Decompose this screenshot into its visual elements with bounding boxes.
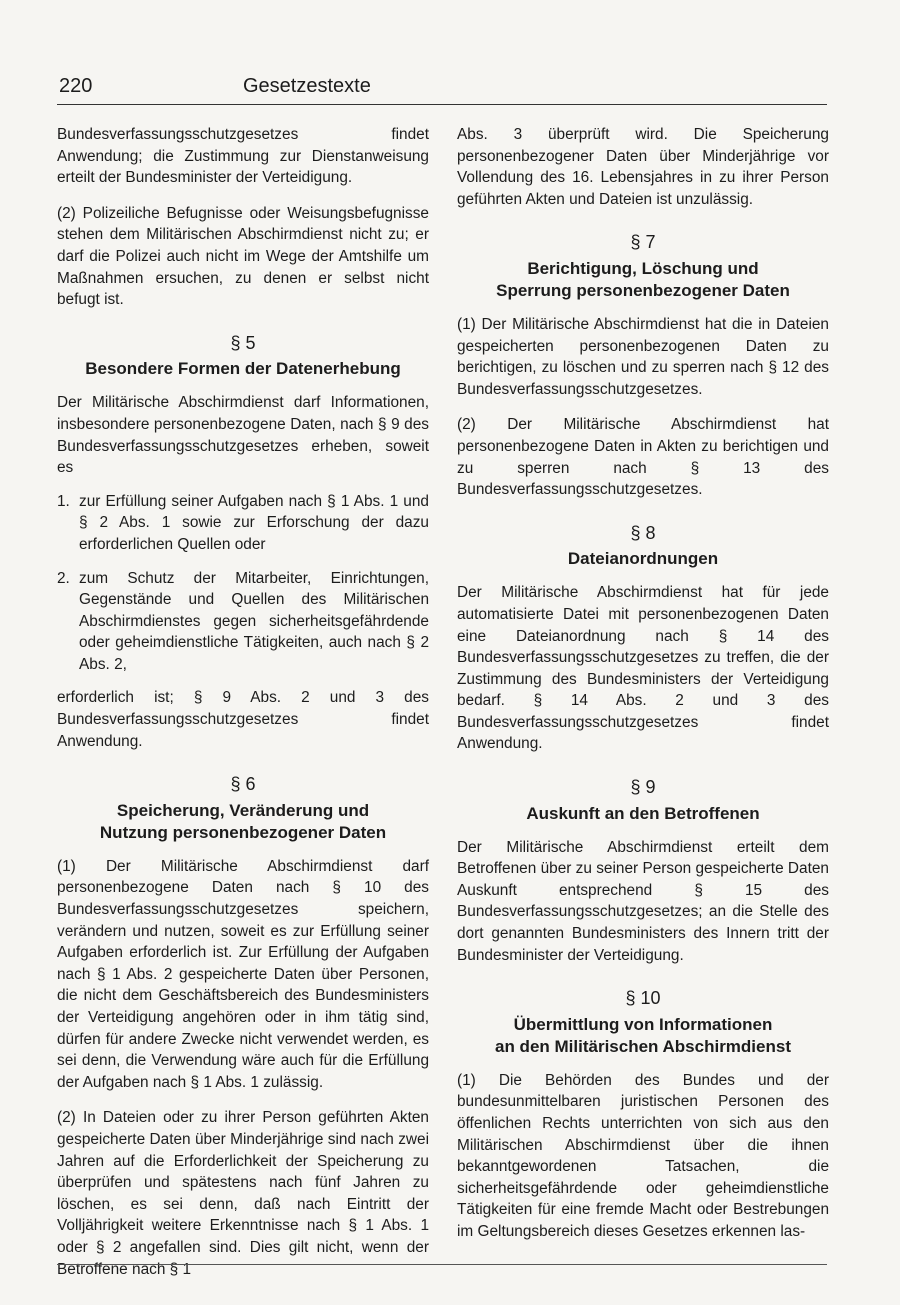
section-10-paragraph: (1) Die Behörden des Bundes und der bundesunmittelbaren juristischen Personen des öffenlichen Rechts unterrichten von sich aus den Militärischen Abschirmdienst über die ihnen bekanntgewordenen Tatsachen, die sicherheitsgefährdende oder geheimdienstliche Tätigkeiten für eine fremde Macht oder Bestrebungen im Geltungsbereich dieses Gesetzes erkennen las-	[457, 1071, 829, 1240]
section-8-title: Dateianordnungen	[567, 549, 719, 569]
section-10-title-line1: Übermittlung von Informationen	[513, 1014, 773, 1034]
section-7-paragraph-1: (1) Der Militärische Abschirmdienst hat die in Dateien gespeicherten personenbezogenen Daten zu berichtigen, zu löschen und zu sperren nach § 12 des Bundesverfassungsschutzgesetzes.	[457, 315, 829, 398]
list-item	[57, 568, 429, 676]
left-column	[57, 124, 429, 1294]
section-7-title-line2: Sperrung personenbezogener Daten	[496, 280, 790, 300]
section-6-title	[57, 800, 429, 844]
section-6-number: § 6	[230, 774, 256, 795]
section-7-paragraph-2: (2) Der Militärische Abschirmdienst hat personenbezogene Daten in Akten zu berichtigen und zu sperren nach § 13 des Bundesverfassungsschutzgesetzes.	[457, 416, 829, 499]
section-5-number: § 5	[230, 332, 256, 353]
section-7-title	[457, 258, 829, 302]
list-item-text: zum Schutz der Mitarbeiter, Einrichtungen, Gegenstände und Quellen des Militärischen Abschirmdienstes gegen sicherheitsgefährdende oder geheimdienstliche Tätigkeiten, auch nach § 2 Abs. 2,	[79, 569, 429, 673]
section-9-title: Auskunft an den Betroffenen	[526, 803, 760, 823]
section-10-number: § 10	[625, 988, 661, 1009]
running-title: Gesetzestexte	[243, 75, 371, 97]
list-item	[57, 491, 429, 556]
section-5-paragraph: Der Militärische Abschirmdienst darf Informationen, insbesondere personenbezogene Daten, nach § 9 des Bundesverfassungsschutzgesetzes erheben, soweit es	[57, 394, 429, 477]
paragraph-intro: Bundesverfassungsschutzgesetzes findet Anwendung; die Zustimmung zur Dienstanweisung erteilt der Bundesminister der Verteidigung.	[57, 126, 429, 187]
section-7-title-line1: Berichtigung, Löschung und	[527, 258, 759, 278]
right-column	[457, 124, 829, 1257]
section-8-paragraph: Der Militärische Abschirmdienst hat für jede automatisierte Datei mit personenbezogenen Daten eine Dateianordnung nach § 14 des Bundesverfassungsschutzgesetzes zu treffen, die der Zustimmung des Bundesministers der Verteidigung bedarf. § 14 Abs. 2 und 3 des Bundesverfassungsschutzgesetzes findet Anwendung.	[457, 584, 829, 753]
page-number: 220	[59, 75, 93, 97]
section-5-closing: erforderlich ist; § 9 Abs. 2 und 3 des Bundesverfassungsschutzgesetzes findet Anwendung.	[57, 689, 429, 750]
list-item-text: zur Erfüllung seiner Aufgaben nach § 1 Abs. 1 und § 2 Abs. 1 sowie zur Erforschung der dazu erforderlichen Quellen oder	[79, 492, 429, 553]
section-10-title	[457, 1014, 829, 1058]
section-6-paragraph-2: (2) In Dateien oder zu ihrer Person geführten Akten gespeicherte Daten über Minderjährige sind nach zwei Jahren auf die Erforderlichkeit der Speicherung zu überprüfen und spätestens nach fünf Jahren zu löschen, es sei denn, daß nach Eintritt der Volljährigkeit weitere Erkenntnisse nach § 1 Abs. 1 oder § 2 angefallen sind. Dies gilt nicht, wenn der Betroffene nach § 1	[57, 1109, 429, 1278]
section-6-title-line2: Nutzung personenbezogener Daten	[99, 822, 387, 842]
list-item-number: 1.	[57, 492, 70, 510]
section-7-number: § 7	[630, 232, 656, 253]
section-5-title: Besondere Formen der Datenerhebung	[85, 359, 401, 379]
page-header	[57, 72, 827, 105]
section-6-title-line1: Speicherung, Veränderung und	[116, 800, 370, 820]
paragraph-4-2: (2) Polizeiliche Befugnisse oder Weisungsbefugnisse stehen dem Militärischen Abschirmdienst nicht zu; er darf die Polizei auch nicht im Wege der Amtshilfe um Maßnahmen ersuchen, zu denen er selbst nicht befugt ist.	[57, 204, 429, 309]
section-8-number: § 8	[630, 522, 656, 543]
section-6-paragraph-1: (1) Der Militärische Abschirmdienst darf personenbezogene Daten nach § 10 des Bundesverfassungsschutzgesetzes speichern, verändern und nutzen, soweit es zur Erfüllung seiner Aufgaben erforderlich ist. Zur Erfüllung der Aufgaben nach § 1 Abs. 2 gespeicherte Daten über Personen, die nicht dem Geschäftsbereich des Bundesministers der Verteidigung angehören oder in ihm tätig sind, dürfen für andere Zwecke nicht verwendet werden, es sei denn, die Verwendung wäre auch für die Erfüllung der Aufgaben nach § 1 Abs. 1 zulässig.	[57, 857, 429, 1091]
paragraph-continued: Abs. 3 überprüft wird. Die Speicherung personenbezogener Daten über Minderjährige vor Vollendung des 16. Lebensjahres in zu ihrer Person geführten Akten und Dateien ist unzulässig.	[457, 126, 829, 208]
section-9-number: § 9	[630, 777, 656, 798]
section-10-title-line2: an den Militärischen Abschirmdienst	[495, 1036, 791, 1056]
list-item-number: 2.	[57, 569, 70, 587]
footer-rule	[57, 1264, 827, 1265]
section-9-paragraph: Der Militärische Abschirmdienst erteilt dem Betroffenen über zu seiner Person gespeicherte Daten Auskunft entsprechend § 15 des Bundesverfassungsschutzgesetzes; an die Stelle des dort genannten Bundesministers des Innern tritt der Bundesminister der Verteidigung.	[457, 838, 829, 964]
